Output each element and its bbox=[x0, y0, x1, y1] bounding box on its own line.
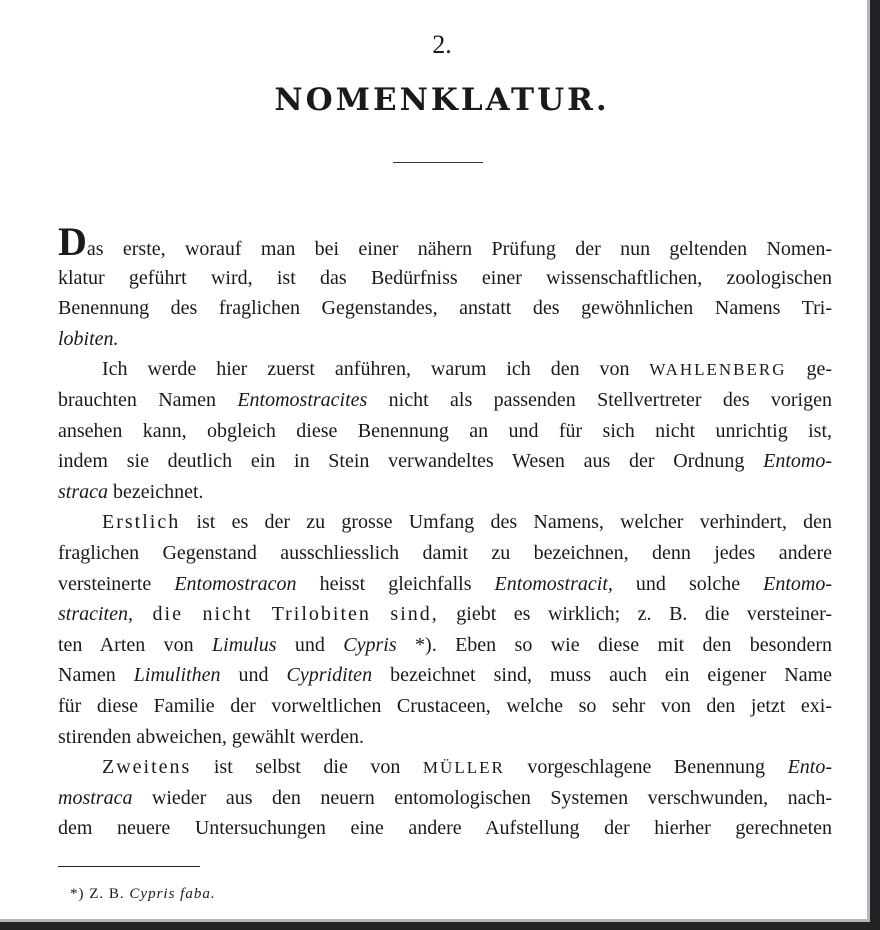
text-line: für diese Familie der vorweltlichen Crustaceen, welche so sehr von den jetzt exi- bbox=[58, 694, 832, 717]
text-span: Benennung des fraglichen Gegenstandes, anstatt des gewöhnlichen Namens Tri- bbox=[58, 297, 832, 320]
text-span: ge- bbox=[786, 358, 832, 381]
text-span: ist es der zu grosse Umfang des Namens, welcher verhindert, den bbox=[180, 511, 832, 534]
text-span: Namen bbox=[58, 664, 134, 687]
text-line bbox=[58, 599, 832, 630]
text-line bbox=[58, 660, 832, 691]
text-span: bezeichnet sind, muss auch ein eigener Name bbox=[372, 664, 832, 687]
italic-term: Cypris bbox=[343, 633, 397, 656]
footnote-italic-term: Cypris faba. bbox=[129, 886, 216, 902]
footnote bbox=[70, 886, 216, 903]
footnote-text: Z. B. bbox=[84, 886, 130, 902]
text-span: und bbox=[220, 664, 287, 687]
italic-term: straca bbox=[58, 480, 108, 503]
text-span: Ich werde hier zuerst anführen, warum ich den von bbox=[102, 358, 650, 381]
text-line: klatur geführt wird, ist das Bedürfniss einer wissenschaftlichen, zoologischen bbox=[58, 266, 832, 289]
text-line bbox=[58, 507, 832, 538]
text-span: wieder aus den neuern entomologischen Systemen verschwunden, nach- bbox=[132, 786, 832, 809]
body-text bbox=[58, 219, 833, 844]
text-line: stirenden abweichen, gewählt werden. bbox=[58, 725, 364, 748]
title-divider bbox=[393, 162, 483, 163]
spaced-emphasis: Zweitens bbox=[102, 756, 192, 779]
italic-term: Entomo- bbox=[763, 572, 833, 595]
text-span: bezeichnet. bbox=[108, 480, 204, 503]
text-line: dem neuere Untersuchungen eine andere Aufstellung der hierher gerechneten bbox=[58, 817, 832, 840]
text-span: und solche bbox=[612, 572, 764, 595]
italic-term: Entomostracites bbox=[237, 388, 368, 411]
text-line bbox=[58, 219, 832, 264]
text-line bbox=[58, 569, 832, 600]
text-line bbox=[58, 630, 832, 661]
text-span: *). Eben so wie diese mit den besondern bbox=[396, 633, 832, 656]
footnote-mark: *) bbox=[70, 886, 85, 902]
text-span: ist selbst die von bbox=[191, 756, 423, 779]
page-edge-right bbox=[870, 0, 880, 930]
italic-term: Entomostracit, bbox=[494, 572, 613, 595]
page-number: 2. bbox=[432, 30, 452, 59]
drop-cap: D bbox=[58, 219, 87, 264]
text-line bbox=[58, 324, 832, 355]
page-edge-bottom bbox=[0, 922, 880, 930]
footnote-divider bbox=[58, 866, 200, 867]
italic-term: mostraca bbox=[58, 786, 133, 809]
text-line bbox=[58, 293, 832, 324]
text-span: ten Arten von bbox=[58, 633, 213, 656]
text-span: versteinerte bbox=[58, 572, 175, 595]
chapter-title: NOMENKLATUR. bbox=[274, 82, 610, 118]
spaced-emphasis: Erstlich bbox=[102, 511, 181, 534]
italic-term: Limulithen bbox=[133, 664, 221, 687]
italic-term: Cypriditen bbox=[286, 664, 373, 687]
italic-term: Entomo- bbox=[763, 450, 832, 473]
text-line bbox=[58, 752, 832, 783]
text-span: indem sie deutlich ein in Stein verwandeltes Wesen aus der Ordnung bbox=[58, 450, 764, 473]
text-span: heisst gleichfalls bbox=[296, 572, 495, 595]
text-line: ansehen kann, obgleich diese Benennung an und für sich nicht unrichtig ist, bbox=[58, 419, 832, 442]
text-line: fraglichen Gegenstand ausschliesslich damit zu bezeichnen, denn jedes andere bbox=[58, 541, 832, 564]
italic-term: Limulus bbox=[212, 633, 277, 656]
text-span: nicht als passenden Stellvertreter des vorigen bbox=[367, 388, 832, 411]
text-span: und bbox=[276, 633, 344, 656]
text-span: brauchten Namen bbox=[58, 388, 238, 411]
text-line bbox=[58, 385, 832, 416]
author-name: MÜLLER bbox=[422, 758, 505, 778]
text-line bbox=[58, 477, 832, 508]
italic-term: Entomostracon bbox=[174, 572, 297, 595]
italic-term: lobiten. bbox=[58, 327, 119, 350]
text-span: giebt es wirklich; z. B. die versteiner- bbox=[438, 603, 832, 626]
spaced-emphasis: die nicht Trilobiten sind, bbox=[133, 603, 439, 626]
text-span: vorgeschlagene Benennung bbox=[504, 756, 788, 779]
text-line bbox=[58, 783, 832, 814]
text-line bbox=[58, 354, 832, 385]
text-line bbox=[58, 446, 832, 477]
italic-term: Ento- bbox=[787, 756, 832, 779]
text-span: as erste, worauf man bei einer nähern Prüfung der nun geltenden Nomen- bbox=[86, 238, 832, 260]
italic-term: straciten, bbox=[58, 603, 133, 626]
author-name: WAHLENBERG bbox=[649, 360, 787, 380]
